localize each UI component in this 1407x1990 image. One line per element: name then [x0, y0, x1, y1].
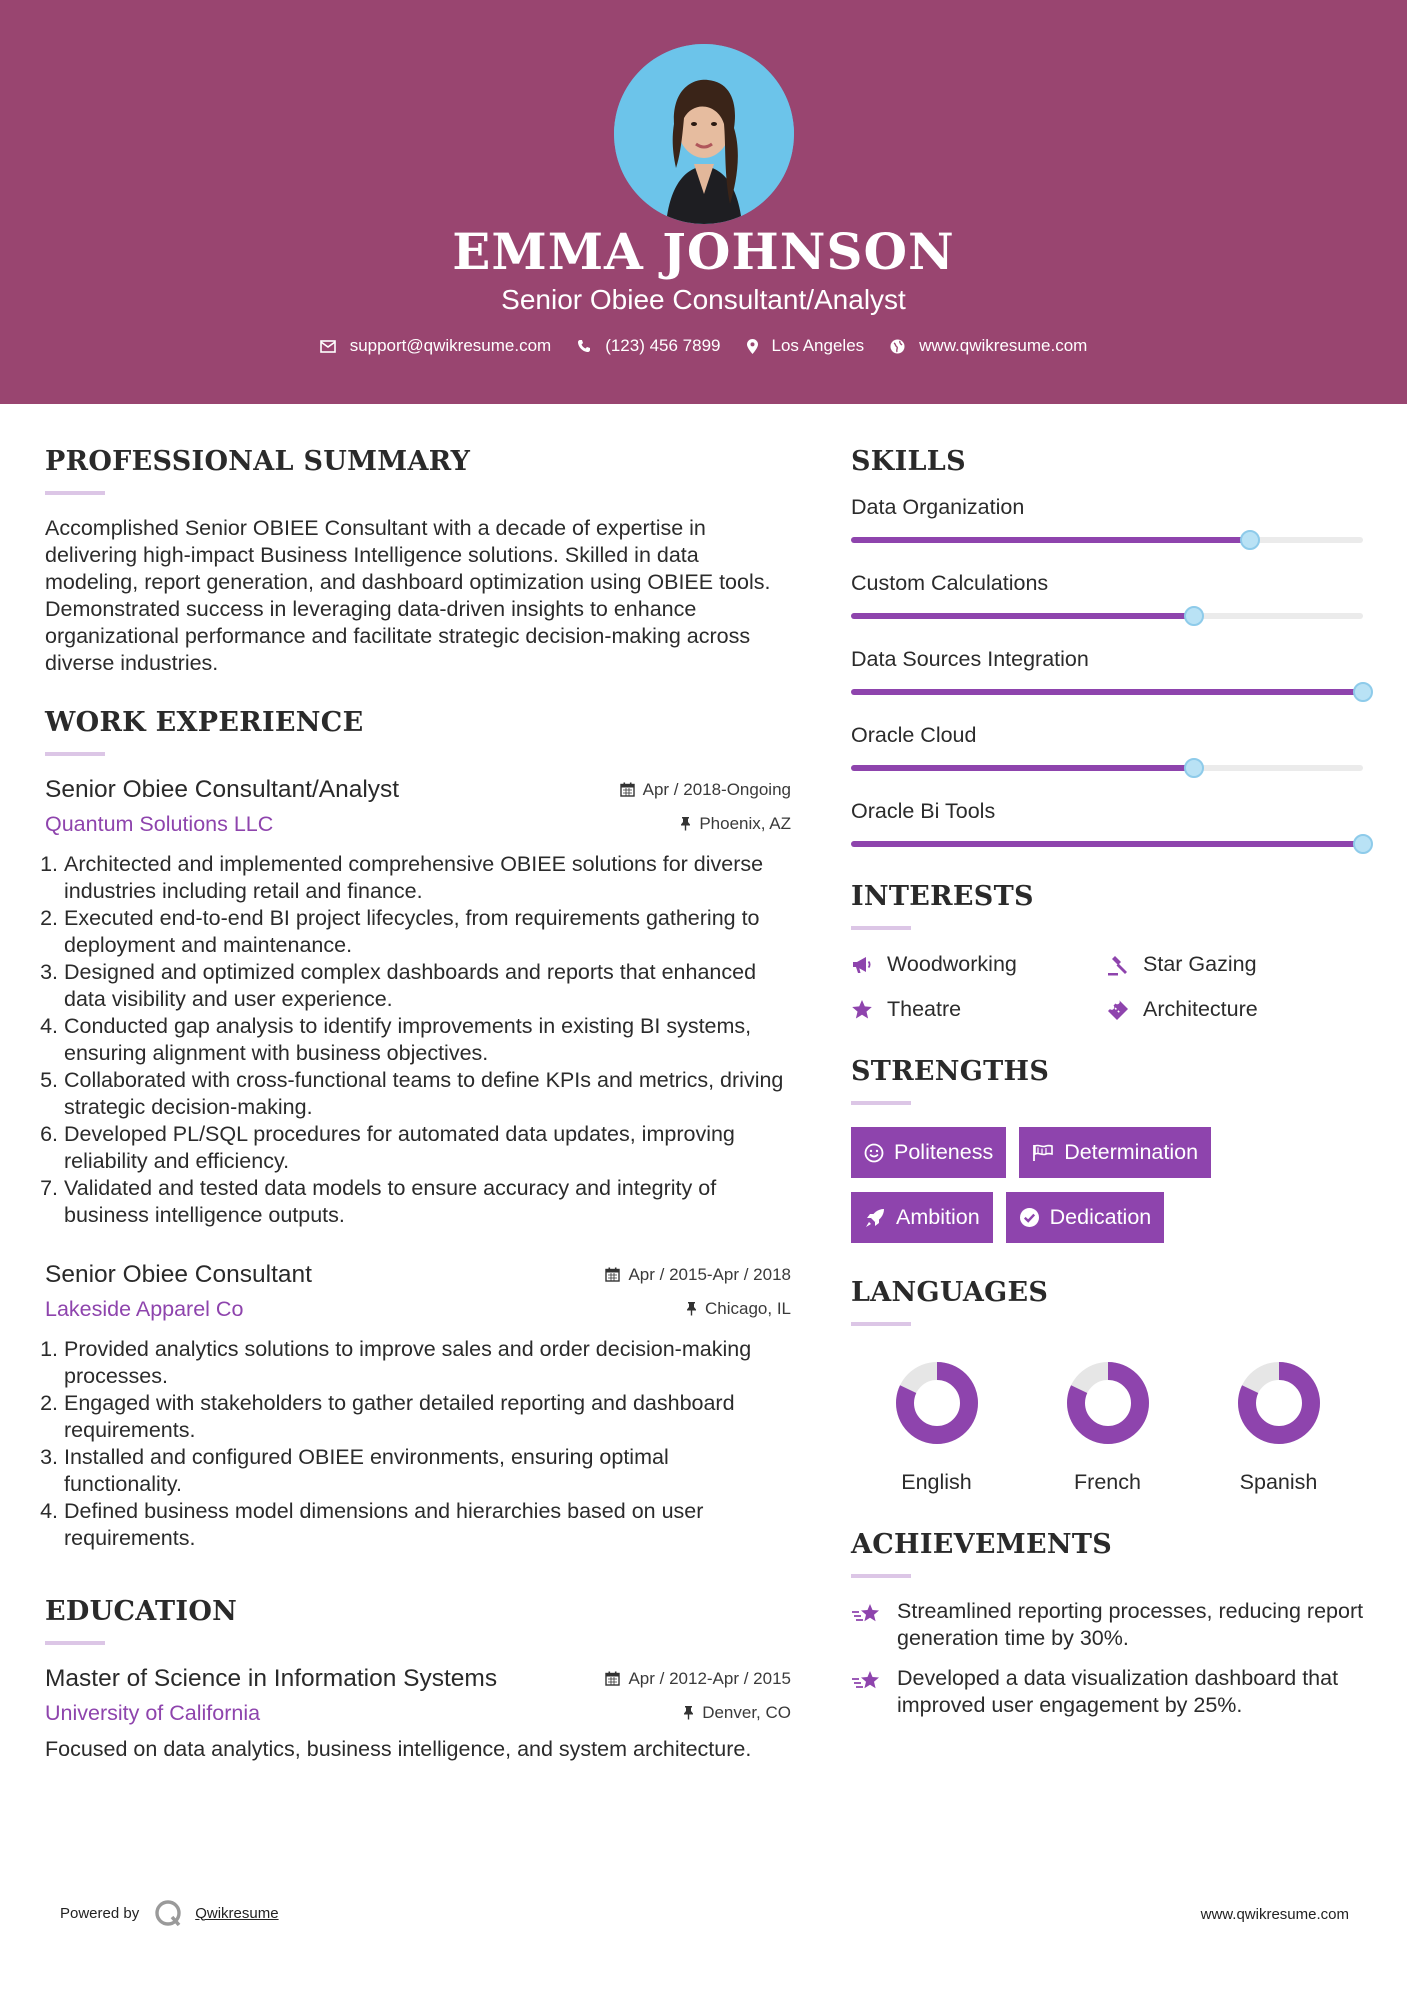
strengths-list [851, 1127, 1365, 1257]
envelope-icon [320, 340, 336, 353]
school-name: University of California [45, 1701, 261, 1725]
language-label: English [901, 1470, 972, 1494]
shooting-star-icon [851, 1600, 883, 1628]
interests-heading: INTERESTS [851, 881, 1034, 912]
skill-item [851, 799, 1365, 847]
job-date [620, 780, 791, 800]
job-location [680, 814, 791, 834]
resume-header [0, 0, 1407, 404]
shooting-star-icon [851, 1667, 883, 1695]
footer-site[interactable]: www.qwikresume.com [1200, 1906, 1349, 1923]
skill-item [851, 571, 1365, 619]
list-item: 2. Engaged with stakeholders to gather detailed reporting and dashboard requirements. [64, 1390, 791, 1444]
interest-item [851, 952, 1107, 977]
contact-email-text: support@qwikresume.com [349, 336, 552, 355]
interest-label: Woodworking [887, 952, 1017, 976]
experience-section [45, 707, 791, 1552]
section-divider [45, 491, 105, 495]
profile-photo [614, 44, 794, 224]
achievement-item [851, 1598, 1365, 1652]
globe-icon [890, 339, 905, 354]
language-item [1022, 1360, 1193, 1495]
skill-fill [851, 537, 1250, 543]
job-location-text: Chicago, IL [705, 1298, 791, 1318]
strength-label: Politeness [894, 1140, 994, 1164]
skill-label: Oracle Cloud [851, 723, 977, 747]
job-date [605, 1265, 791, 1285]
education-location [683, 1703, 791, 1723]
section-divider [45, 752, 105, 756]
phone-icon [577, 339, 591, 353]
skill-knob [1353, 682, 1373, 702]
skill-label: Data Organization [851, 495, 1025, 519]
left-column [45, 446, 791, 1763]
language-donut [894, 1360, 980, 1446]
interests-section [851, 881, 1365, 1022]
flag-icon [1032, 1144, 1054, 1162]
calendar-icon [605, 1267, 620, 1282]
section-divider [851, 1322, 911, 1326]
skill-label: Oracle Bi Tools [851, 799, 996, 823]
skill-knob [1184, 758, 1204, 778]
skill-track [851, 613, 1363, 619]
skill-label: Custom Calculations [851, 571, 1049, 595]
ticket-icon [1107, 999, 1129, 1021]
language-item [1193, 1360, 1364, 1495]
strength-label: Determination [1064, 1140, 1199, 1164]
job-location [686, 1299, 791, 1319]
skill-track [851, 689, 1363, 695]
education-description: Focused on data analytics, business intelligence, and system architecture. [45, 1737, 752, 1761]
list-item: 3. Designed and optimized complex dashboards and reports that enhanced data visibility and user experience. [64, 959, 791, 1013]
achievement-text: Developed a data visualization dashboard that improved user engagement by 25%. [897, 1666, 1339, 1717]
skills-list [851, 495, 1365, 847]
job-title: Senior Obiee Consultant [45, 1261, 312, 1288]
achievement-item [851, 1665, 1365, 1719]
candidate-name: EMMA JOHNSON [452, 222, 955, 281]
star-icon [851, 999, 873, 1020]
pushpin-icon [686, 1301, 697, 1316]
calendar-icon [605, 1671, 620, 1686]
section-divider [851, 1574, 911, 1578]
education-section [45, 1596, 791, 1763]
job-company: Quantum Solutions LLC [45, 812, 274, 836]
smile-icon [864, 1143, 884, 1163]
interest-item [1107, 952, 1363, 977]
contact-location [747, 336, 865, 356]
candidate-title: Senior Obiee Consultant/Analyst [501, 284, 906, 315]
job-entry [45, 776, 791, 1229]
list-item: 1. Architected and implemented comprehensive OBIEE solutions for diverse industries including retail and finance. [64, 851, 791, 905]
skill-fill [851, 689, 1363, 695]
list-item: 7. Validated and tested data models to ensure accuracy and integrity of business intelligence outputs. [64, 1175, 791, 1229]
skill-track [851, 537, 1363, 543]
summary-text: Accomplished Senior OBIEE Consultant with a decade of expertise in delivering high-impact Business Intelligence solutions. Skilled in data modeling, report generation, and dashboard optimization using OBIEE tools. Demonstrated success in leveraging data-driven insights to enhance organizational performance and facilitate strategic decision-making across diverse industries. [45, 516, 771, 675]
skills-heading: SKILLS [851, 446, 966, 477]
strength-badge [851, 1127, 1006, 1178]
skill-track [851, 765, 1363, 771]
list-item: 6. Developed PL/SQL procedures for automated data updates, improving reliability and efficiency. [64, 1121, 791, 1175]
summary-heading: PROFESSIONAL SUMMARY [45, 446, 471, 477]
education-date [605, 1669, 791, 1689]
qwikresume-link[interactable]: Qwikresume [195, 1904, 279, 1922]
interest-label: Architecture [1143, 997, 1258, 1021]
strength-badge [851, 1192, 993, 1243]
achievements-heading: ACHIEVEMENTS [851, 1529, 1113, 1560]
languages-list [851, 1360, 1365, 1495]
contact-bar [0, 336, 1407, 356]
language-donut [1065, 1360, 1151, 1446]
education-heading: EDUCATION [45, 1596, 238, 1627]
calendar-icon [620, 782, 635, 797]
job-date-text: Apr / 2018-Ongoing [642, 779, 791, 799]
contact-phone-text: (123) 456 7899 [605, 336, 721, 355]
gavel-icon [1107, 954, 1129, 976]
language-donut [1236, 1360, 1322, 1446]
interests-list [851, 952, 1365, 1022]
contact-website[interactable] [890, 336, 1087, 356]
interest-item [851, 997, 1107, 1022]
pushpin-icon [683, 1705, 694, 1720]
strength-label: Ambition [896, 1205, 980, 1229]
skill-knob [1184, 606, 1204, 626]
section-divider [851, 1101, 911, 1105]
list-item: 4. Conducted gap analysis to identify improvements in existing BI systems, ensuring alignment with business objectives. [64, 1013, 791, 1067]
job-date-text: Apr / 2015-Apr / 2018 [628, 1264, 791, 1284]
strength-label: Dedication [1049, 1205, 1152, 1229]
strength-badge [1006, 1192, 1165, 1243]
skill-fill [851, 613, 1194, 619]
megaphone-icon [851, 955, 873, 975]
languages-heading: LANGUAGES [851, 1277, 1049, 1308]
footer-powered-by [60, 1898, 279, 1928]
education-date-text: Apr / 2012-Apr / 2015 [628, 1668, 791, 1688]
skill-label: Data Sources Integration [851, 647, 1089, 671]
job-title: Senior Obiee Consultant/Analyst [45, 776, 400, 803]
contact-phone[interactable] [577, 336, 720, 356]
languages-section [851, 1277, 1365, 1495]
right-column [851, 446, 1365, 1719]
skills-section [851, 446, 1365, 847]
interest-item [1107, 997, 1363, 1022]
list-item: 5. Collaborated with cross-functional teams to define KPIs and metrics, driving strategic decision-making. [64, 1067, 791, 1121]
skill-item [851, 723, 1365, 771]
qwikresume-logo-icon [153, 1898, 185, 1928]
strengths-heading: STRENGTHS [851, 1056, 1050, 1087]
job-entry [45, 1261, 791, 1552]
pushpin-icon [680, 816, 691, 831]
skill-item [851, 647, 1365, 695]
language-label: Spanish [1239, 1470, 1318, 1494]
language-item [851, 1360, 1022, 1495]
contact-location-text: Los Angeles [771, 336, 865, 355]
job-company: Lakeside Apparel Co [45, 1297, 244, 1321]
check-circle-icon [1019, 1207, 1040, 1228]
contact-email[interactable] [320, 336, 552, 356]
contact-website-text: www.qwikresume.com [919, 336, 1088, 355]
interest-label: Theatre [887, 997, 962, 1021]
achievement-text: Streamlined reporting processes, reducing report generation time by 30%. [897, 1599, 1364, 1650]
job-duties [45, 1336, 791, 1552]
interest-label: Star Gazing [1143, 952, 1257, 976]
summary-section [45, 446, 791, 677]
job-duties [45, 851, 791, 1229]
list-item: 1. Provided analytics solutions to improve sales and order decision-making processes. [64, 1336, 791, 1390]
experience-heading: WORK EXPERIENCE [45, 707, 364, 738]
achievements-section [851, 1529, 1365, 1719]
degree-title: Master of Science in Information Systems [45, 1665, 498, 1692]
list-item: 3. Installed and configured OBIEE environments, ensuring optimal functionality. [64, 1444, 791, 1498]
strengths-section [851, 1056, 1365, 1257]
skill-fill [851, 841, 1363, 847]
profile-photo-image [614, 44, 794, 224]
strength-badge [1019, 1127, 1211, 1178]
skill-track [851, 841, 1363, 847]
skill-fill [851, 765, 1194, 771]
list-item: 4. Defined business model dimensions and hierarchies based on user requirements. [64, 1498, 791, 1552]
skill-item [851, 495, 1365, 543]
powered-by-label: Powered by [60, 1904, 140, 1922]
skill-knob [1240, 530, 1260, 550]
education-location-text: Denver, CO [702, 1702, 791, 1722]
list-item: 2. Executed end-to-end BI project lifecycles, from requirements gathering to deployment and maintenance. [64, 905, 791, 959]
section-divider [851, 926, 911, 930]
section-divider [45, 1641, 105, 1645]
job-location-text: Phoenix, AZ [699, 813, 791, 833]
rocket-icon [864, 1207, 886, 1229]
skill-knob [1353, 834, 1373, 854]
map-pin-icon [747, 339, 758, 354]
language-label: French [1074, 1470, 1141, 1494]
